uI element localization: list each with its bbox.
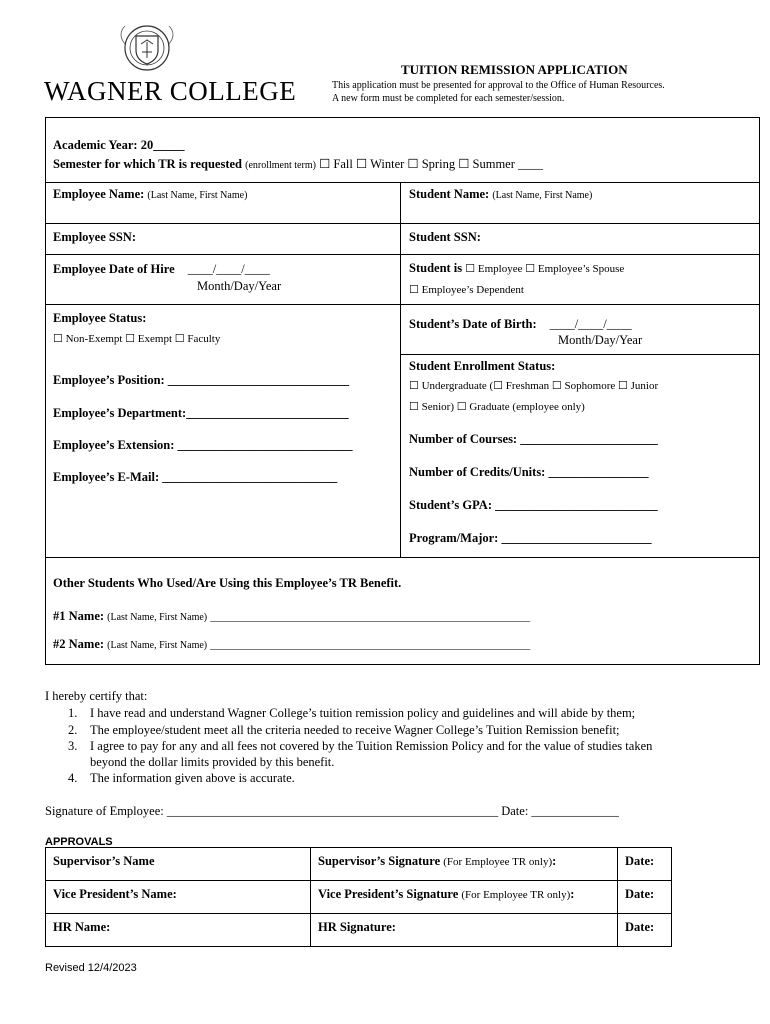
employee-doh-blank[interactable]: ____/____/____: [187, 262, 270, 276]
number-of-credits-field[interactable]: Number of Credits/Units: ________________: [409, 465, 649, 479]
student-is-options[interactable]: ☐ Employee ☐ Employee’s Spouse: [465, 263, 625, 275]
certify-item-1: 1. I have read and understand Wagner College’s tuition remission policy and guidelines and will abide by them;: [68, 706, 636, 720]
student-gpa-field[interactable]: Student’s GPA: __________________________: [409, 498, 658, 512]
student-dob-label: Student’s Date of Birth:: [409, 317, 537, 331]
crest-icon: [44, 18, 259, 78]
student-dob-field[interactable]: [409, 317, 632, 332]
certify-item-4: 4. The information given above is accurate.: [68, 771, 295, 785]
number-of-courses-field[interactable]: Number of Courses: ______________________: [409, 432, 658, 446]
student-is-label: Student is: [409, 261, 463, 275]
form-subtitle-1: This application must be presented for approval to the Office of Human Resources.: [332, 80, 665, 91]
academic-year-field[interactable]: Academic Year: 20_____: [53, 138, 185, 152]
vp-date-cell[interactable]: Date:: [618, 881, 672, 914]
other-student-1-hint: (Last Name, First Name): [107, 612, 208, 623]
semester-label: Semester for which TR is requested: [53, 157, 242, 171]
approvals-title: APPROVALS: [45, 836, 113, 848]
logo-wordmark: WAGNER COLLEGE: [44, 76, 297, 106]
approval-row-supervisor: [46, 848, 672, 881]
other-student-1-label: #1 Name:: [53, 609, 105, 623]
program-major-field[interactable]: Program/Major: ________________________: [409, 531, 652, 545]
employee-name-field[interactable]: [53, 187, 247, 202]
hr-date-cell[interactable]: Date:: [618, 914, 672, 947]
other-student-2-hint: (Last Name, First Name): [107, 640, 208, 651]
approval-row-hr: [46, 914, 672, 947]
employee-department-field[interactable]: Employee’s Department:__________________________: [53, 406, 349, 420]
employee-doh-format: Month/Day/Year: [197, 279, 282, 293]
enrollment-status-options-2[interactable]: ☐ Senior) ☐ Graduate (employee only): [409, 401, 585, 413]
employee-extension-field[interactable]: Employee’s Extension: ____________________________: [53, 438, 353, 452]
certify-item-3: 3. I agree to pay for any and all fees not covered by the Tuition Remission Policy and for the value of studies taken: [68, 739, 653, 753]
hr-signature-cell[interactable]: HR Signature:: [311, 914, 618, 947]
other-student-1-field[interactable]: [53, 609, 530, 624]
employee-email-field[interactable]: Employee’s E-Mail: ____________________________: [53, 470, 338, 484]
semester-note: (enrollment term): [245, 160, 316, 171]
employee-status-options[interactable]: ☐ Non-Exempt ☐ Exempt ☐ Faculty: [53, 333, 221, 345]
student-name-hint: (Last Name, First Name): [492, 190, 593, 201]
supervisor-name-cell[interactable]: Supervisor’s Name: [46, 848, 311, 881]
employee-name-hint: (Last Name, First Name): [147, 190, 248, 201]
other-student-2-field[interactable]: [53, 637, 530, 652]
college-logo: [44, 18, 297, 108]
enrollment-status-options-1[interactable]: ☐ Undergraduate (☐ Freshman ☐ Sophomore ☐ Junior: [409, 380, 659, 392]
supervisor-signature-cell[interactable]: Supervisor’s Signature (For Employee TR only):: [311, 848, 618, 881]
student-is-field[interactable]: [409, 261, 624, 276]
other-student-2-line[interactable]: ________________________________________________________________: [210, 640, 531, 651]
other-student-2-label: #2 Name:: [53, 637, 105, 651]
certify-item-3-cont: beyond the dollar limits provided by this benefit.: [90, 755, 335, 769]
other-student-1-line[interactable]: ________________________________________________________________: [210, 612, 531, 623]
certify-intro: I hereby certify that:: [45, 689, 148, 703]
employee-name-label: Employee Name:: [53, 187, 145, 201]
employee-date-of-hire-field[interactable]: [53, 262, 270, 277]
form-subtitle-2: A new form must be completed for each semester/session.: [332, 93, 565, 104]
employee-position-field[interactable]: Employee’s Position: _____________________________: [53, 373, 350, 387]
student-ssn-field[interactable]: Student SSN:: [409, 230, 481, 244]
enrollment-status-label: Student Enrollment Status:: [409, 359, 556, 373]
employee-ssn-field[interactable]: Employee SSN:: [53, 230, 136, 244]
employee-signature-field[interactable]: Signature of Employee: _____________________________________________________ Date: ______________: [45, 804, 619, 818]
approval-row-vp: [46, 881, 672, 914]
student-is-dependent-option[interactable]: ☐ Employee’s Dependent: [409, 284, 524, 296]
student-name-label: Student Name:: [409, 187, 490, 201]
supervisor-date-cell[interactable]: Date:: [618, 848, 672, 881]
hr-name-cell[interactable]: HR Name:: [46, 914, 311, 947]
other-students-title: Other Students Who Used/Are Using this Employee’s TR Benefit.: [53, 576, 402, 590]
approvals-table: [45, 847, 672, 947]
semester-field[interactable]: [53, 156, 543, 172]
revised-date: Revised 12/4/2023: [45, 962, 137, 974]
student-name-field[interactable]: [409, 187, 592, 202]
employee-status-label: Employee Status:: [53, 311, 147, 325]
student-dob-format: Month/Day/Year: [558, 333, 643, 347]
semester-options[interactable]: ☐ Fall ☐ Winter ☐ Spring ☐ Summer ____: [319, 157, 544, 171]
vp-signature-cell[interactable]: Vice President’s Signature (For Employee TR only):: [311, 881, 618, 914]
form-title: TUITION REMISSION APPLICATION: [401, 62, 628, 77]
employee-doh-label: Employee Date of Hire: [53, 262, 175, 276]
vp-name-cell[interactable]: Vice President’s Name:: [46, 881, 311, 914]
certify-item-2: 2. The employee/student meet all the criteria needed to receive Wagner College’s Tuition Remission benefit;: [68, 723, 620, 737]
student-dob-blank[interactable]: ____/____/____: [549, 317, 632, 331]
